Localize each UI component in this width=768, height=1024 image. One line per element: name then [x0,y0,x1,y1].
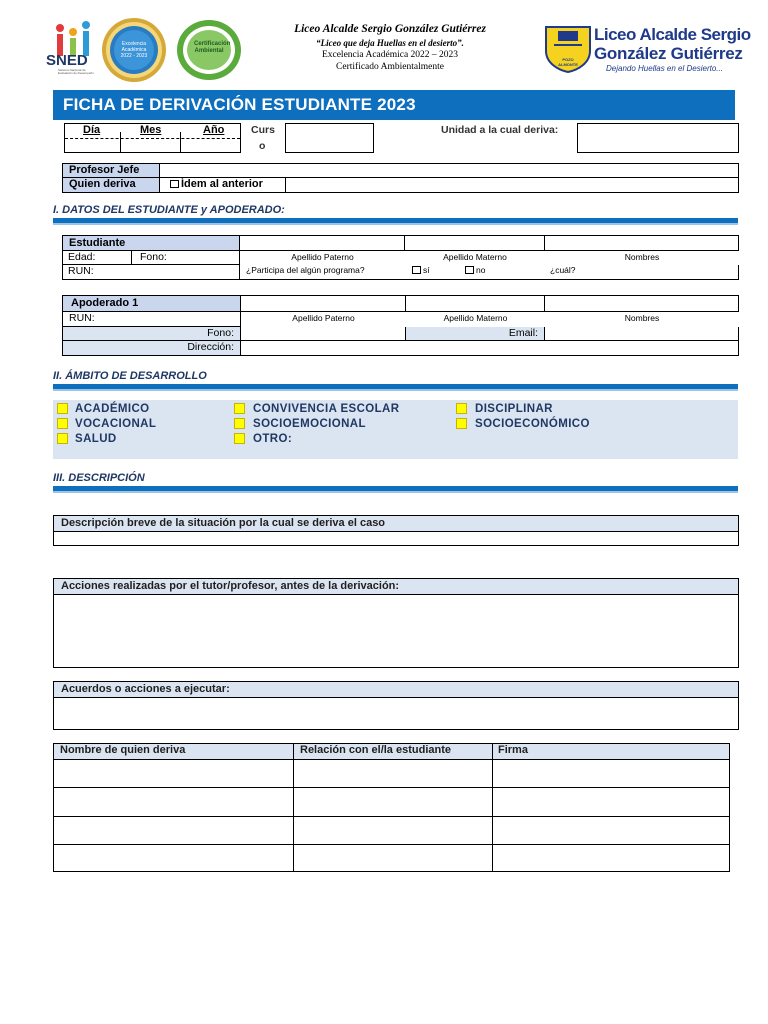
actions-label: Acciones realizadas por el tutor/profesor, antes de la derivación: [61,580,400,592]
logo-line2: González Gutiérrez [594,44,743,63]
checkbox-icon [465,266,474,274]
actions-input[interactable] [53,594,739,668]
seal1-text: Excelencia Académica 2022 - 2023 [120,41,148,59]
guardian-email-input[interactable] [545,327,739,341]
no-label: no [476,265,486,275]
guardian-address-label: Dirección: [187,341,234,353]
disciplinary-checkbox-icon [456,403,467,414]
brief-label: Descripción breve de la situación por la cual se deriva el caso [61,517,386,529]
health-label: SALUD [75,433,117,445]
school-motto: “Liceo que deja Huellas en el desierto”. [316,38,464,48]
guardian-run-cell[interactable] [62,312,241,327]
student-surname1-input[interactable] [240,235,405,251]
program-row [240,265,739,280]
referrer-label-cell [63,178,160,192]
program-no-checkbox[interactable] [465,265,485,275]
form-title: FICHA DE DERIVACIÓN ESTUDIANTE 2023 [63,95,416,114]
sned-label: SNED [46,52,88,69]
sig-col-signature: Firma [498,744,528,756]
course-input[interactable] [285,123,374,153]
teacher-table [62,163,739,193]
agreements-input[interactable] [53,697,739,730]
sig-row-4[interactable] [54,845,729,871]
guardian-surname1-input[interactable] [241,295,406,312]
phone-cell[interactable] [132,251,240,265]
g-names-caption: Nombres [624,313,660,323]
vocational-label: VOCACIONAL [75,418,157,430]
year-input[interactable] [183,139,238,151]
brief-input[interactable] [53,531,739,546]
day-input[interactable] [67,139,117,151]
section3-rule [53,486,738,493]
sned-logo [46,20,98,76]
unit-input[interactable] [577,123,739,153]
student-label: Estudiante [69,237,126,249]
socioeconomic-label: SOCIOECONÓMICO [475,418,590,430]
referrer-label: Quien deriva [69,178,136,190]
guardian-names-input[interactable] [545,295,739,312]
sig-row-1[interactable] [54,760,729,787]
guardian-email-label: Email: [508,327,538,339]
course-label-2: o [259,140,266,152]
brief-header [53,515,739,532]
shield-text: POZO ALMONTE [558,57,578,67]
date-sep2 [180,132,181,152]
guardian-surname2-input[interactable] [406,295,545,312]
section2-title: II. ÁMBITO DE DESARROLLO [53,370,207,382]
sig-col-name: Nombre de quien deriva [60,744,186,756]
logo-line1: Liceo Alcalde Sergio [594,25,751,44]
day-label: Día [83,124,101,136]
surname2-caption: Apellido Materno [443,252,507,262]
excellence-line: Excelencia Académica 2022 – 2023 [321,50,459,60]
section1-rule [53,218,738,225]
student-label-cell [62,235,240,251]
section3-title: III. DESCRIPCIÓN [53,472,145,484]
guardian-phone-input[interactable] [241,327,406,341]
month-label: Mes [140,124,162,136]
sig-row-3[interactable] [54,817,729,844]
names-caption: Nombres [624,252,660,262]
sig-row-2[interactable] [54,788,729,816]
teacher-label: Profesor Jefe [69,164,140,176]
academic-excellence-seal [101,17,167,83]
socioemotional-checkbox-icon [234,418,245,429]
checkbox-icon [412,266,421,274]
date-box [64,123,241,153]
checkbox-icon [170,180,179,188]
same-as-above-checkbox[interactable] [170,178,263,190]
socioemotional-label: SOCIOEMOCIONAL [253,418,366,430]
guardian-address-input[interactable] [241,341,739,356]
age-label: Edad: [68,251,96,263]
referrer-sep [285,178,286,192]
other-checkbox-icon [234,433,245,444]
student-names-input[interactable] [545,235,739,251]
seal2-text: Certificación Ambiental [194,41,231,54]
vocational-checkbox-icon [57,418,68,429]
year-label: Año [203,124,225,136]
environmental-seal [176,19,242,81]
guardian-label: Apoderado 1 [71,297,139,309]
agreements-header [53,681,739,698]
school-name: Liceo Alcalde Sergio González Gutiérrez [294,23,486,35]
logo-tagline: Dejando Huellas en el Desierto... [606,64,723,73]
date-sep1 [120,132,121,152]
guardian-email-label-cell [406,327,545,341]
sig-col-relation: Relación con el/la estudiante [300,744,451,756]
program-question: ¿Participa del algún programa? [246,265,365,275]
coexistence-label: CONVIVENCIA ESCOLAR [253,403,400,415]
health-checkbox-icon [57,433,68,444]
other-label: OTRO: [253,433,293,445]
g-surname2-caption: Apellido Materno [443,313,508,323]
surname1-caption: Apellido Paterno [291,252,354,262]
student-surname2-input[interactable] [405,235,545,251]
guardian-label-cell [62,295,241,312]
which-label: ¿cuál? [550,265,576,275]
phone-label: Fono: [140,251,167,263]
agreements-label: Acuerdos o acciones a ejecutar: [61,683,230,695]
same-as-above-label: Ídem al anterior [181,178,263,190]
run-label: RUN: [68,265,94,277]
run-cell[interactable] [62,265,240,280]
form-title-bar [53,90,735,120]
month-input[interactable] [123,139,178,151]
course-label-1: Curs [251,124,275,136]
sned-subtitle: Sistema Nacional de Evaluación de Desempeño [58,69,94,75]
age-cell[interactable] [62,251,132,265]
teacher-label-cell [63,164,160,178]
guardian-phone-label: Fono: [207,327,234,339]
actions-header [53,578,739,595]
socioeconomic-checkbox-icon [456,418,467,429]
student-table [62,235,739,280]
unit-label: Unidad a la cual deriva: [441,124,559,136]
program-yes-checkbox[interactable] [412,265,430,275]
g-surname1-caption: Apellido Paterno [292,313,355,323]
academic-checkbox-icon [57,403,68,414]
disciplinary-label: DISCIPLINAR [475,403,553,415]
section2-rule [53,384,738,391]
guardian-run-label: RUN: [69,312,95,324]
academic-label: ACADÉMICO [75,403,150,415]
school-logo [544,23,754,75]
guardian-address-label-cell [62,341,241,356]
teacher-input[interactable] [160,164,738,178]
certificate-line: Certificado Ambientalmente [336,62,444,72]
section1-title: I. DATOS DEL ESTUDIANTE y APODERADO: [53,204,285,216]
coexistence-checkbox-icon [234,403,245,414]
yes-label: sí [423,265,430,275]
guardian-phone-label-cell [62,327,241,341]
